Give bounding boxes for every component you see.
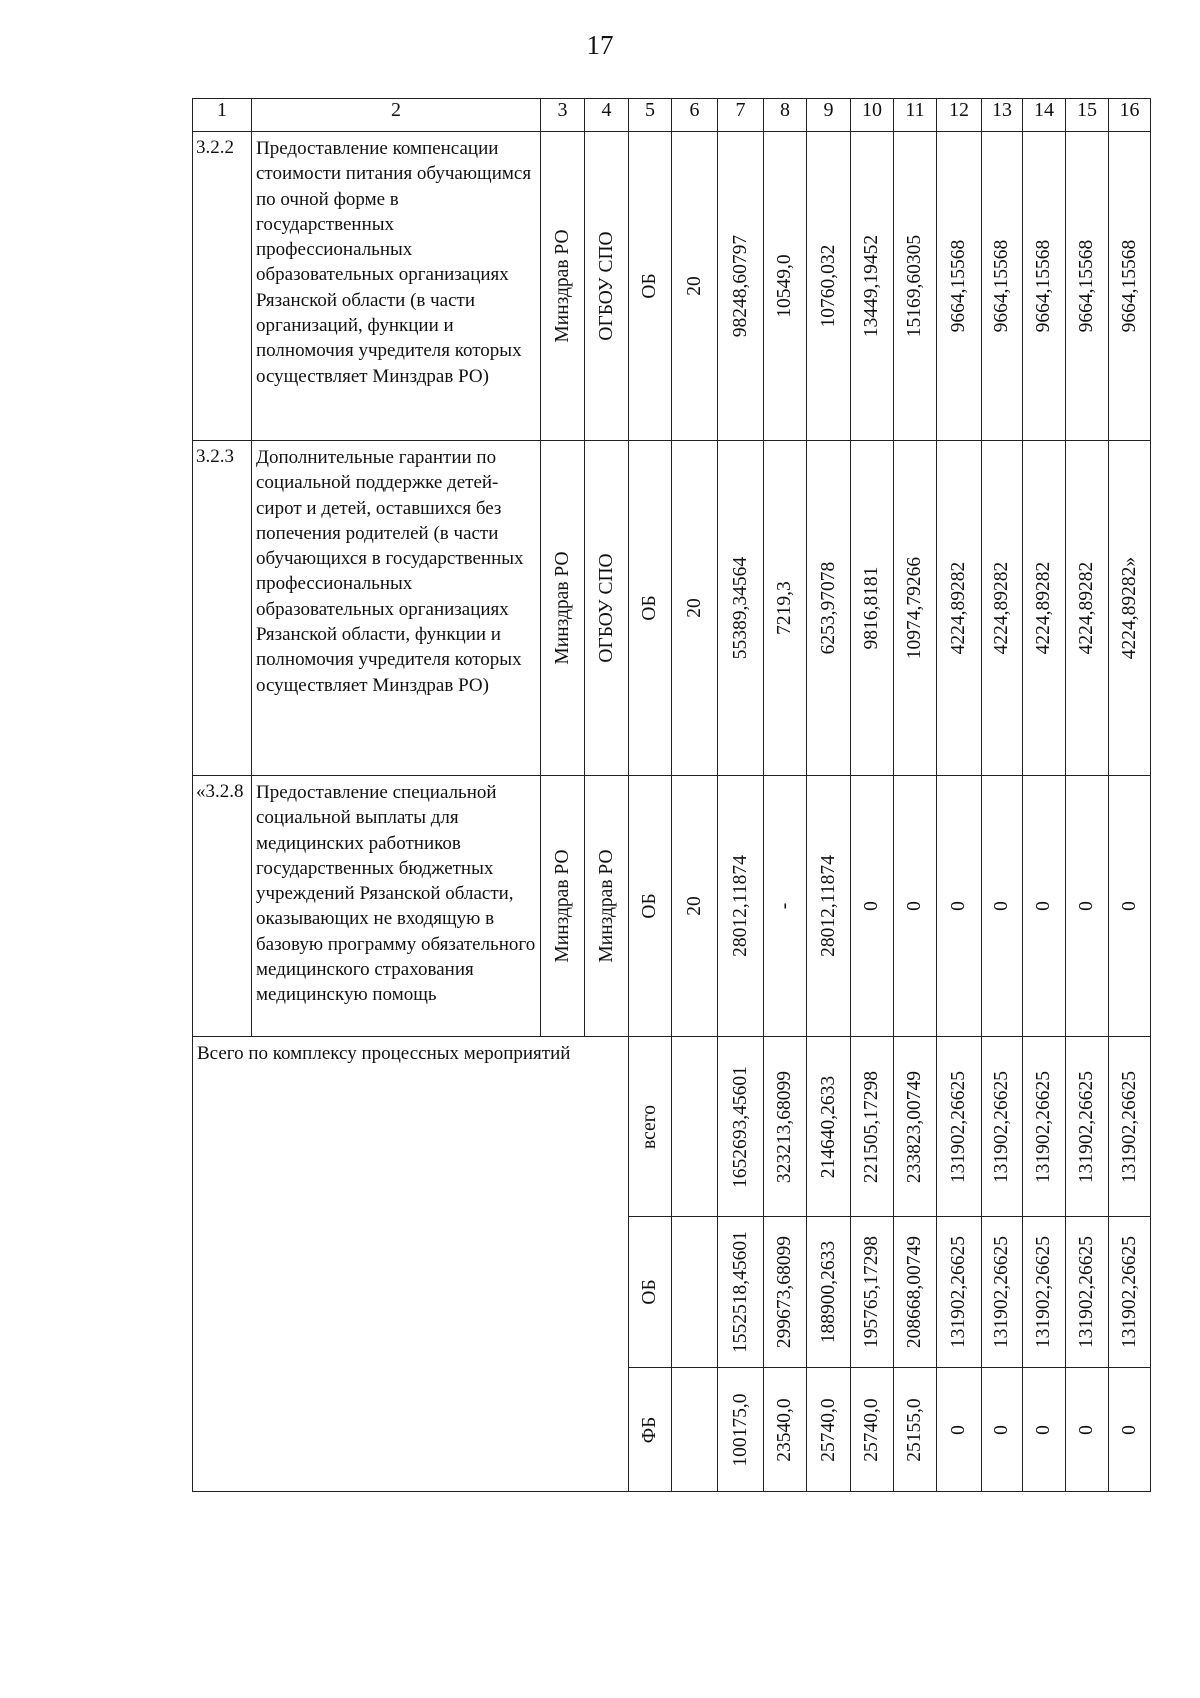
value: 98248,60797: [729, 234, 751, 338]
value-cell: [764, 1217, 807, 1368]
value: 15169,60305: [904, 234, 925, 338]
value: 0: [948, 901, 969, 911]
code-cell: [672, 776, 718, 1037]
value-cell: [851, 1368, 894, 1492]
value-cell: [807, 776, 851, 1037]
value-cell: [718, 441, 764, 776]
value: 0: [1033, 1424, 1054, 1435]
value: 131902,26625: [948, 1070, 969, 1183]
value: 131902,26625: [1033, 1070, 1054, 1183]
value-cell: [1023, 1217, 1066, 1368]
value: 188900,2633: [817, 1240, 839, 1344]
value: 131902,26625: [1076, 1070, 1097, 1183]
value-cell: [982, 132, 1023, 441]
code: 20: [683, 276, 705, 296]
value-cell: [1109, 1368, 1151, 1492]
value: 131902,26625: [1118, 1235, 1140, 1349]
value: 0: [1076, 1424, 1097, 1435]
value-cell: [851, 776, 894, 1037]
value-cell: [1066, 1037, 1109, 1217]
value: 131902,26625: [1076, 1235, 1097, 1349]
value: 0: [861, 901, 882, 911]
budget-source: ОБ: [639, 893, 660, 919]
budget-source: ФБ: [639, 1416, 660, 1443]
value-cell: [894, 1037, 937, 1217]
empty-cell: [672, 1037, 718, 1217]
value-cell: [807, 1217, 851, 1368]
value-cell: [718, 1217, 764, 1368]
value-cell: [982, 441, 1023, 776]
value-cell: [718, 776, 764, 1037]
empty-cell: [672, 1368, 718, 1492]
value: 4224,89282: [948, 561, 969, 655]
executor: ОГБОУ СПО: [595, 553, 617, 663]
value-cell: [851, 1217, 894, 1368]
total-row: [193, 1037, 1151, 1217]
total-label: Всего по комплексу процессных мероприятий: [193, 1037, 629, 1492]
column-number: 15: [1066, 99, 1109, 132]
value-cell: [807, 1037, 851, 1217]
value: 9664,15568: [1118, 239, 1140, 333]
row-number: 3.2.3: [193, 441, 252, 776]
value: 208668,00749: [904, 1235, 925, 1349]
row-number: 3.2.2: [193, 132, 252, 441]
responsible: Минздрав РО: [551, 849, 573, 963]
value-cell: [937, 1217, 982, 1368]
empty-cell: [672, 1217, 718, 1368]
value-cell: [937, 776, 982, 1037]
value-cell: [937, 1368, 982, 1492]
value-cell: [982, 776, 1023, 1037]
column-number: 3: [541, 99, 585, 132]
value-cell: [1109, 132, 1151, 441]
value-cell: [894, 1217, 937, 1368]
value: 0: [948, 1424, 969, 1435]
value: -: [774, 902, 795, 910]
value: 0: [1118, 1424, 1140, 1435]
value: 0: [1076, 901, 1097, 911]
executor: ОГБОУ СПО: [595, 231, 617, 341]
activity-name: Дополнительные гарантии по социальной поддержке детей-сирот и детей, оставшихся без попечения родителей (в части обучающихся в государственных профессиональных образовательных организациях Рязанской области, функции и полномочия учредителя которых осуществляет Минздрав РО): [252, 441, 541, 776]
value-cell: [1109, 1037, 1151, 1217]
executor-cell: [585, 132, 629, 441]
executor: Минздрав РО: [595, 849, 617, 963]
value: 13449,19452: [861, 234, 882, 338]
value: 0: [991, 1424, 1012, 1435]
value: 233823,00749: [904, 1070, 925, 1183]
value: 25740,0: [861, 1397, 882, 1462]
value-cell: [807, 132, 851, 441]
column-number: 2: [252, 99, 541, 132]
responsible: Минздрав РО: [551, 551, 573, 665]
value: 9664,15568: [991, 239, 1012, 333]
value-cell: [894, 132, 937, 441]
value-cell: [1109, 441, 1151, 776]
value-cell: [1023, 441, 1066, 776]
value: 25155,0: [904, 1397, 925, 1462]
value-cell: [937, 1037, 982, 1217]
value-cell: [764, 1368, 807, 1492]
value-cell: [937, 441, 982, 776]
column-number: 9: [807, 99, 851, 132]
value: 131902,26625: [991, 1070, 1012, 1183]
value: 100175,0: [729, 1392, 751, 1467]
column-number: 5: [629, 99, 672, 132]
column-number: 14: [1023, 99, 1066, 132]
column-number: 10: [851, 99, 894, 132]
activity-name: Предоставление компенсации стоимости питания обучающимся по очной форме в государственных профессиональных образовательных организациях Рязанской области (в части организаций, функции и полномочия учредителя которых осуществляет Минздрав РО): [252, 132, 541, 441]
code-cell: [672, 132, 718, 441]
value-cell: [1066, 132, 1109, 441]
page-number: 17: [586, 30, 614, 60]
budget-source: ОБ: [639, 595, 660, 621]
value-cell: [1109, 776, 1151, 1037]
value: 299673,68099: [774, 1235, 795, 1349]
table-row: [193, 776, 1151, 1037]
budget-source-cell: [629, 441, 672, 776]
value: 28012,11874: [817, 855, 839, 957]
responsible-cell: [541, 441, 585, 776]
value: 0: [904, 901, 925, 911]
value-cell: [851, 1037, 894, 1217]
value-cell: [764, 441, 807, 776]
value-cell: [764, 1037, 807, 1217]
value: 221505,17298: [861, 1070, 882, 1183]
executor-cell: [585, 441, 629, 776]
table-row: [193, 132, 1151, 441]
table-row: [193, 441, 1151, 776]
column-number: 13: [982, 99, 1023, 132]
value: 4224,89282: [1033, 561, 1054, 655]
value: 10549,0: [774, 254, 795, 318]
value: 9664,15568: [948, 239, 969, 333]
responsible-cell: [541, 776, 585, 1037]
column-number: 6: [672, 99, 718, 132]
activity-name: Предоставление специальной социальной выплаты для медицинских работников государственных бюджетных учреждений Рязанской области, оказывающих не входящую в базовую программу обязательного медицинского страхования медицинскую помощь: [252, 776, 541, 1037]
value-cell: [718, 1368, 764, 1492]
value-cell: [1066, 776, 1109, 1037]
value: 4224,89282»: [1118, 556, 1140, 660]
value: 214640,2633: [817, 1075, 839, 1178]
value-cell: [982, 1368, 1023, 1492]
value: 7219,3: [774, 581, 795, 635]
value-cell: [894, 441, 937, 776]
value: 0: [991, 901, 1012, 911]
value: 9664,15568: [1033, 239, 1054, 333]
value: 4224,89282: [1076, 561, 1097, 655]
value: 10760,032: [817, 244, 839, 328]
column-number: 11: [894, 99, 937, 132]
column-number: 8: [764, 99, 807, 132]
value: 0: [1118, 901, 1140, 911]
value-cell: [1023, 776, 1066, 1037]
value-cell: [807, 1368, 851, 1492]
value-cell: [764, 132, 807, 441]
value-cell: [1023, 1368, 1066, 1492]
value: 23540,0: [774, 1397, 795, 1462]
code-cell: [672, 441, 718, 776]
budget-source: ОБ: [639, 1279, 660, 1305]
value-cell: [851, 132, 894, 441]
budget-source-cell: [629, 776, 672, 1037]
value: 9664,15568: [1076, 239, 1097, 333]
column-number: 12: [937, 99, 982, 132]
column-numbers-row: [193, 99, 1151, 132]
value: 28012,11874: [729, 855, 751, 957]
column-number: 7: [718, 99, 764, 132]
budget-source-cell: [629, 1368, 672, 1492]
budget-source: всего: [639, 1104, 660, 1149]
value-cell: [982, 1217, 1023, 1368]
program-activities-table: [192, 98, 1151, 1492]
value: 4224,89282: [991, 561, 1012, 655]
value-cell: [807, 441, 851, 776]
code: 20: [683, 598, 705, 618]
value-cell: [1066, 441, 1109, 776]
value-cell: [894, 1368, 937, 1492]
value-cell: [718, 1037, 764, 1217]
value-cell: [764, 776, 807, 1037]
value-cell: [718, 132, 764, 441]
value: 323213,68099: [774, 1070, 795, 1183]
value: 55389,34564: [729, 556, 751, 660]
budget-source-cell: [629, 1217, 672, 1368]
value: 131902,26625: [948, 1235, 969, 1349]
value: 131902,26625: [991, 1235, 1012, 1349]
executor-cell: [585, 776, 629, 1037]
value-cell: [982, 1037, 1023, 1217]
responsible-cell: [541, 132, 585, 441]
value-cell: [1066, 1368, 1109, 1492]
column-number: 4: [585, 99, 629, 132]
value: 1552518,45601: [729, 1231, 751, 1353]
column-number: 16: [1109, 99, 1151, 132]
value: 131902,26625: [1118, 1070, 1140, 1183]
value: 25740,0: [817, 1397, 839, 1462]
row-number: «3.2.8: [193, 776, 252, 1037]
code: 20: [683, 896, 705, 916]
budget-source-cell: [629, 132, 672, 441]
value: 6253,97078: [817, 561, 839, 655]
value: 9816,8181: [861, 566, 882, 650]
value-cell: [1023, 1037, 1066, 1217]
budget-source: ОБ: [639, 273, 660, 299]
value-cell: [851, 441, 894, 776]
value: 10974,79266: [904, 556, 925, 660]
value: 195765,17298: [861, 1235, 882, 1349]
budget-source-cell: [629, 1037, 672, 1217]
value: 0: [1033, 901, 1054, 911]
value-cell: [1023, 132, 1066, 441]
responsible: Минздрав РО: [551, 229, 573, 343]
value: 1652693,45601: [729, 1065, 751, 1188]
value-cell: [937, 132, 982, 441]
column-number: 1: [193, 99, 252, 132]
value: 131902,26625: [1033, 1235, 1054, 1349]
value-cell: [894, 776, 937, 1037]
value-cell: [1109, 1217, 1151, 1368]
value-cell: [1066, 1217, 1109, 1368]
